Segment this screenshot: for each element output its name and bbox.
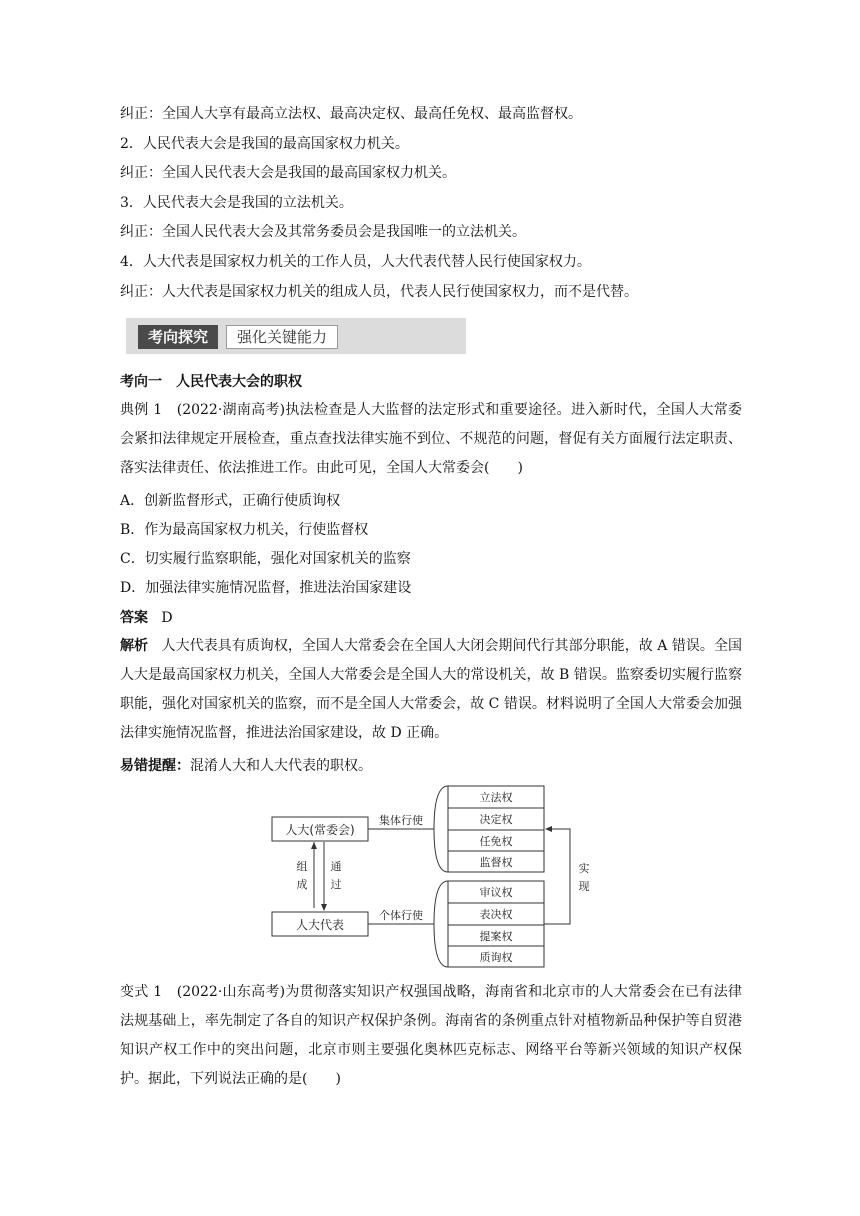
through-char-1: 通	[330, 860, 342, 873]
option-b: B．作为最高国家权力机关，行使监督权	[120, 522, 369, 538]
power-legislation: 立法权	[479, 791, 513, 804]
deputy-label: 人大代表	[295, 918, 345, 932]
power-voting: 表决权	[479, 908, 513, 921]
realize-arrowhead	[545, 826, 552, 832]
banner-tag: 考向探究	[138, 325, 218, 349]
power-supervision: 监督权	[479, 856, 513, 869]
collective-label: 集体行使	[379, 814, 423, 827]
correction-line-4: 纠正：人大代表是国家权力机关的组成人员，代表人民行使国家权力，而不是代替。	[120, 284, 638, 300]
compose-arrowhead	[311, 842, 317, 849]
option-c: C．切实履行监察职能，强化对国家机关的监察	[120, 551, 411, 567]
variant-paragraph: 变式 1 (2022·山东高考)为贯彻落实知识产权强国战略，海南省和北京市的人大常委会在已有法律法规基础上，率先制定了各自的知识产权保护条例。海南省的条例重点针对植物新品种保护等自贸港知识产权工作中的突出问题，北京市则主要强化奥林匹克标志、网络平台等新兴领域的知识产权保护。据此，下列说法正确的是( )	[120, 984, 742, 1087]
correction-line-3: 纠正：全国人民代表大会及其常务委员会是我国唯一的立法机关。	[120, 224, 526, 240]
realize-arrow	[544, 829, 570, 924]
section-banner	[126, 318, 466, 354]
section-title: 考向一 人民代表大会的职权	[120, 374, 302, 390]
item-2: 2．人民代表大会是我国的最高国家权力机关。	[120, 136, 409, 152]
example-stem: 典例 1 (2022·湖南高考)执法检查是人大监督的法定形式和重要途径。进入新时代，全国人大常委会紧扣法律规定开展检查，重点查找法律实施不到位、不规范的问题，督促有关方面履行法定职责、落实法律责任、依法推进工作。由此可见，全国人大常委会( )	[120, 402, 742, 476]
power-inquiry: 质询权	[479, 951, 513, 964]
tip-label: 易错提醒：	[120, 758, 190, 774]
analysis-paragraph	[120, 632, 742, 748]
compose-char-1: 组	[296, 860, 308, 873]
power-decision: 决定权	[479, 813, 513, 826]
tip-text: 混淆人大和人大代表的职权。	[190, 758, 372, 774]
banner-subtitle: 强化关键能力	[226, 325, 338, 349]
correction-line-2: 纠正：全国人民代表大会是我国的最高国家权力机关。	[120, 165, 456, 181]
individual-label: 个体行使	[379, 909, 423, 922]
power-deliberation: 审议权	[479, 886, 513, 899]
power-appointment: 任免权	[479, 835, 513, 848]
item-3: 3．人民代表大会是我国的立法机关。	[120, 195, 353, 211]
power-proposal: 提案权	[479, 930, 513, 943]
analysis-label: 解析	[120, 638, 149, 654]
compose-char-2: 成	[296, 878, 308, 891]
npc-label: 人大(常委会)	[285, 823, 355, 837]
individual-bracket	[434, 881, 448, 967]
option-d: D．加强法律实施情况监督，推进法治国家建设	[120, 580, 412, 596]
answer-value: D	[161, 610, 173, 626]
item-4: 4．人大代表是国家权力机关的工作人员，人大代表代替人民行使国家权力。	[120, 254, 591, 270]
collective-bracket	[434, 786, 448, 872]
correction-line-1: 纠正：全国人大享有最高立法权、最高决定权、最高任免权、最高监督权。	[120, 106, 582, 122]
through-char-2: 过	[330, 878, 342, 891]
through-arrowhead	[321, 904, 327, 911]
powers-diagram	[268, 780, 598, 970]
answer-label: 答案	[120, 610, 148, 626]
analysis-text: 人大代表具有质询权，全国人大常委会在全国人大闭会期间代行其部分职能，故 A 错误。全国人大是最高国家权力机关，全国人大常委会是全国人大的常设机关，故 B 错误。监察委切实履行监察职能，强化对国家机关的监察，而不是全国人大常委会，故 C 错误。材料说明了全国人大常委会加强法律实施情况监督，推进法治国家建设，故 D 正确。	[120, 638, 743, 741]
realize-char-2: 现	[578, 880, 590, 893]
realize-char-1: 实	[578, 862, 590, 875]
option-a: A．创新监督形式，正确行使质询权	[120, 493, 341, 509]
answer-line	[120, 608, 173, 628]
tip-line	[120, 756, 372, 776]
